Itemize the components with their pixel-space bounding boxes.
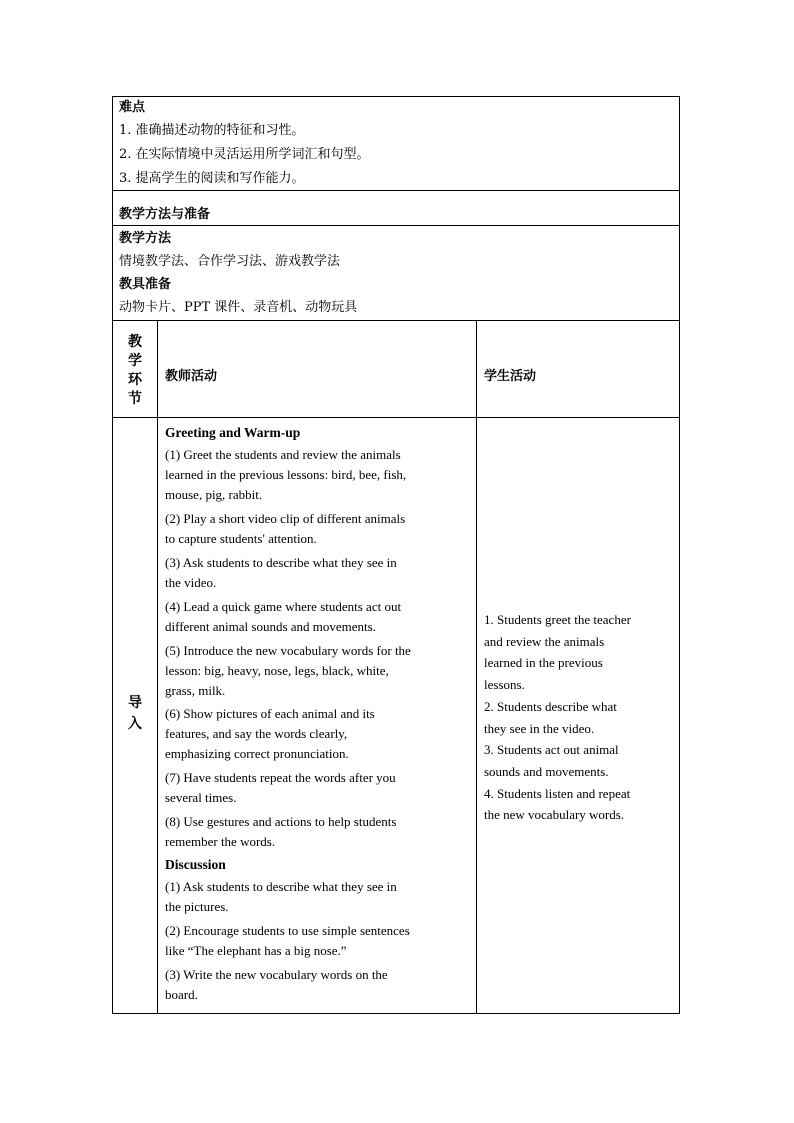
difficulty-item: 3. 提高学生的阅读和写作能力。 — [119, 171, 305, 186]
stage-header — [113, 333, 157, 409]
column-divider — [157, 320, 158, 1013]
student-activity-line: 3. Students act out animal — [484, 742, 619, 758]
stage-header-char: 学 — [128, 353, 142, 369]
greeting-title: Greeting and Warm-up — [165, 425, 301, 440]
greeting-item — [165, 704, 411, 764]
greeting-line: emphasizing correct pronunciation. — [165, 746, 349, 761]
teacher-activities — [165, 422, 411, 1005]
greeting-item — [165, 445, 411, 505]
greeting-line: (7) Have students repeat the words after you — [165, 770, 396, 785]
greeting-line: (5) Introduce the new vocabulary words for the — [165, 643, 411, 658]
greeting-line: (3) Ask students to describe what they see in — [165, 555, 397, 570]
greeting-line: (8) Use gestures and actions to help students — [165, 814, 397, 829]
tools-text: 动物卡片、PPT 课件、录音机、动物玩具 — [119, 300, 358, 315]
discussion-item — [165, 877, 411, 917]
student-activity-line: and review the animals — [484, 633, 605, 649]
greeting-line: the video. — [165, 575, 217, 590]
teacher-activity-header: 教师活动 — [165, 369, 218, 384]
stage-header-char: 环 — [128, 372, 142, 388]
greeting-item — [165, 509, 411, 549]
student-activity-line: sounds and movements. — [484, 763, 609, 779]
discussion-item — [165, 921, 411, 961]
discussion-line: (2) Encourage students to use simple sentences — [165, 923, 410, 938]
student-activities — [484, 609, 631, 826]
lesson-plan-table — [112, 96, 680, 1014]
student-activity-line: 4. Students listen and repeat — [484, 785, 631, 801]
difficulties-heading: 难点 — [119, 100, 146, 115]
greeting-line: to capture students' attention. — [165, 531, 317, 546]
methods-text: 情境教学法、合作学习法、游戏教学法 — [119, 254, 341, 269]
greeting-line: grass, milk. — [165, 683, 226, 698]
student-activity-header: 学生活动 — [484, 369, 537, 384]
student-activity-line: lessons. — [484, 677, 525, 693]
methods-heading: 教学方法 — [119, 231, 172, 246]
intro-stage-char: 导 — [128, 695, 142, 711]
greeting-item — [165, 812, 411, 852]
discussion-line: like “The elephant has a big nose.” — [165, 943, 347, 958]
greeting-line: remember the words. — [165, 834, 276, 849]
methods-section-title: 教学方法与准备 — [119, 207, 211, 222]
greeting-line: (4) Lead a quick game where students act out — [165, 599, 402, 614]
greeting-line: different animal sounds and movements. — [165, 619, 376, 634]
greeting-item — [165, 597, 411, 637]
greeting-line: (2) Play a short video clip of different animals — [165, 511, 406, 526]
discussion-item — [165, 965, 411, 1005]
difficulty-item: 1. 准确描述动物的特征和习性。 — [119, 123, 305, 138]
stage-header-char: 教 — [128, 334, 142, 350]
greeting-item — [165, 553, 411, 593]
greeting-line: mouse, pig, rabbit. — [165, 487, 263, 502]
greeting-line: features, and say the words clearly, — [165, 726, 348, 741]
greeting-item — [165, 768, 411, 808]
row-divider — [113, 190, 679, 191]
discussion-title: Discussion — [165, 857, 226, 872]
discussion-line: the pictures. — [165, 899, 229, 914]
row-divider — [113, 417, 679, 418]
greeting-line: lesson: big, heavy, nose, legs, black, white, — [165, 663, 389, 678]
column-divider — [476, 320, 477, 1013]
student-activity-line: 2. Students describe what — [484, 698, 617, 714]
greeting-line: (1) Greet the students and review the animals — [165, 447, 401, 462]
student-activity-line: learned in the previous — [484, 655, 603, 671]
difficulty-item: 2. 在实际情境中灵活运用所学词汇和句型。 — [119, 147, 370, 162]
discussion-line: (1) Ask students to describe what they see in — [165, 879, 397, 894]
student-activity-line: the new vocabulary words. — [484, 807, 625, 823]
greeting-line: several times. — [165, 790, 237, 805]
intro-stage-char: 入 — [128, 716, 142, 732]
greeting-item — [165, 641, 411, 701]
discussion-line: (3) Write the new vocabulary words on the — [165, 967, 388, 982]
tools-heading: 教具准备 — [119, 277, 172, 292]
greeting-line: learned in the previous lessons: bird, bee, fish, — [165, 467, 407, 482]
discussion-line: board. — [165, 987, 198, 1002]
student-activity-line: they see in the video. — [484, 720, 595, 736]
row-divider — [113, 320, 679, 321]
intro-stage-label — [113, 693, 157, 735]
greeting-line: (6) Show pictures of each animal and its — [165, 706, 375, 721]
stage-header-char: 节 — [128, 391, 142, 407]
student-activity-line: 1. Students greet the teacher — [484, 612, 631, 627]
